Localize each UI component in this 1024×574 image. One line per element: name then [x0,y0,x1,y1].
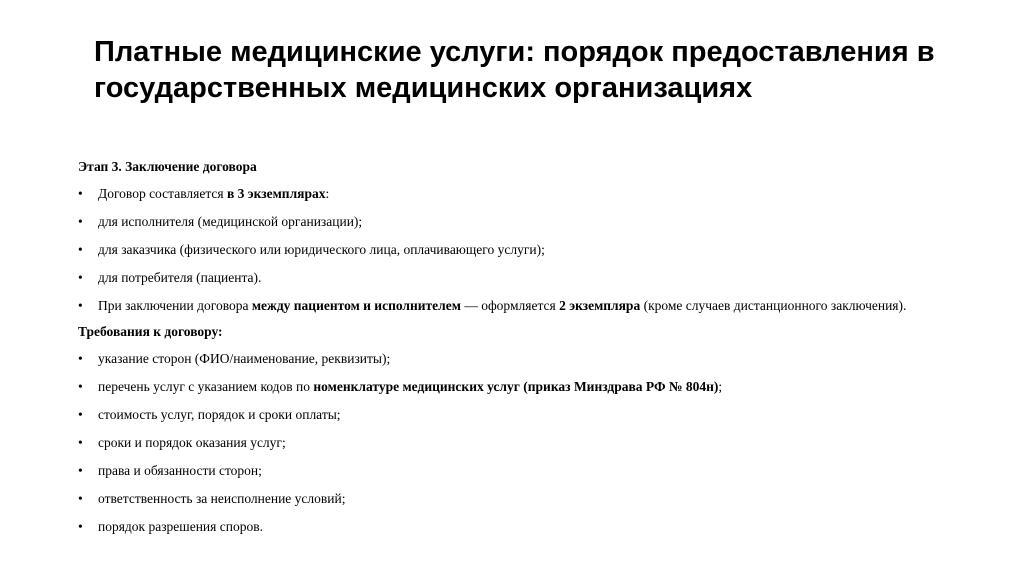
list-item [78,518,978,535]
bold-text: номенклатуре медицинских услуг (приказ Минздрава РФ № 804н) [313,379,719,394]
list-item [78,269,978,286]
bullet-icon: • [78,407,83,422]
plain-text: : [325,186,330,201]
list-item [78,350,978,367]
bullet-icon: • [78,351,83,366]
list-item-text [98,407,341,422]
bullet-icon: • [78,270,83,285]
plain-text: При заключении договора [98,298,252,313]
bold-text: между пациентом и исполнителем [251,298,461,313]
bullet-icon: • [78,463,83,478]
list-item-text [98,351,390,366]
list-item-text [98,298,906,313]
list-item-text [98,186,329,201]
list-item [78,241,978,258]
plain-text: порядок разрешения споров. [98,519,263,534]
list-item-text [98,435,286,450]
plain-text: (кроме случаев дистанционного заключения). [640,298,907,313]
list-item [78,185,978,202]
bullet-icon: • [78,186,83,201]
bullet-icon: • [78,379,83,394]
plain-text: для заказчика (физического или юридического лица, оплачивающего услуги); [98,242,545,257]
list-item [78,378,978,395]
bullet-icon: • [78,298,83,313]
plain-text: права и обязанности сторон; [98,463,262,478]
list-item [78,213,978,230]
plain-text: для исполнителя (медицинской организации); [98,214,363,229]
plain-text: — оформляется [460,298,560,313]
plain-text: перечень услуг с указанием кодов по [98,379,314,394]
plain-text: стоимость услуг, порядок и сроки оплаты; [98,407,341,422]
requirements-list [78,350,978,535]
list-item-text [98,270,261,285]
stage-heading: Этап 3. Заключение договора [78,159,257,174]
list-item-text [98,379,722,394]
bold-text: 2 экземпляра [559,298,641,313]
requirements-heading: Требования к договору: [78,324,223,339]
list-item [78,490,978,507]
bullet-icon: • [78,491,83,506]
plain-text: указание сторон (ФИО/наименование, реквизиты); [98,351,391,366]
list-item [78,297,978,314]
list-item-text [98,519,263,534]
list-item-text [98,214,362,229]
bold-text: в 3 экземплярах [226,186,326,201]
slide-body [78,158,978,546]
bullet-icon: • [78,242,83,257]
stage-list [78,185,978,314]
plain-text: сроки и порядок оказания услуг; [98,435,286,450]
bullet-icon: • [78,214,83,229]
list-item [78,406,978,423]
bullet-icon: • [78,519,83,534]
plain-text: ответственность за неисполнение условий; [98,491,346,506]
list-item-text [98,491,345,506]
list-item [78,462,978,479]
plain-text: ; [718,379,723,394]
list-item-text [98,242,545,257]
plain-text: Договор составляется [98,186,227,201]
bullet-icon: • [78,435,83,450]
list-item [78,434,978,451]
plain-text: для потребителя (пациента). [98,270,262,285]
list-item-text [98,463,262,478]
slide-title: Платные медицинские услуги: порядок предоставления в государственных медицинских организациях [94,36,935,104]
